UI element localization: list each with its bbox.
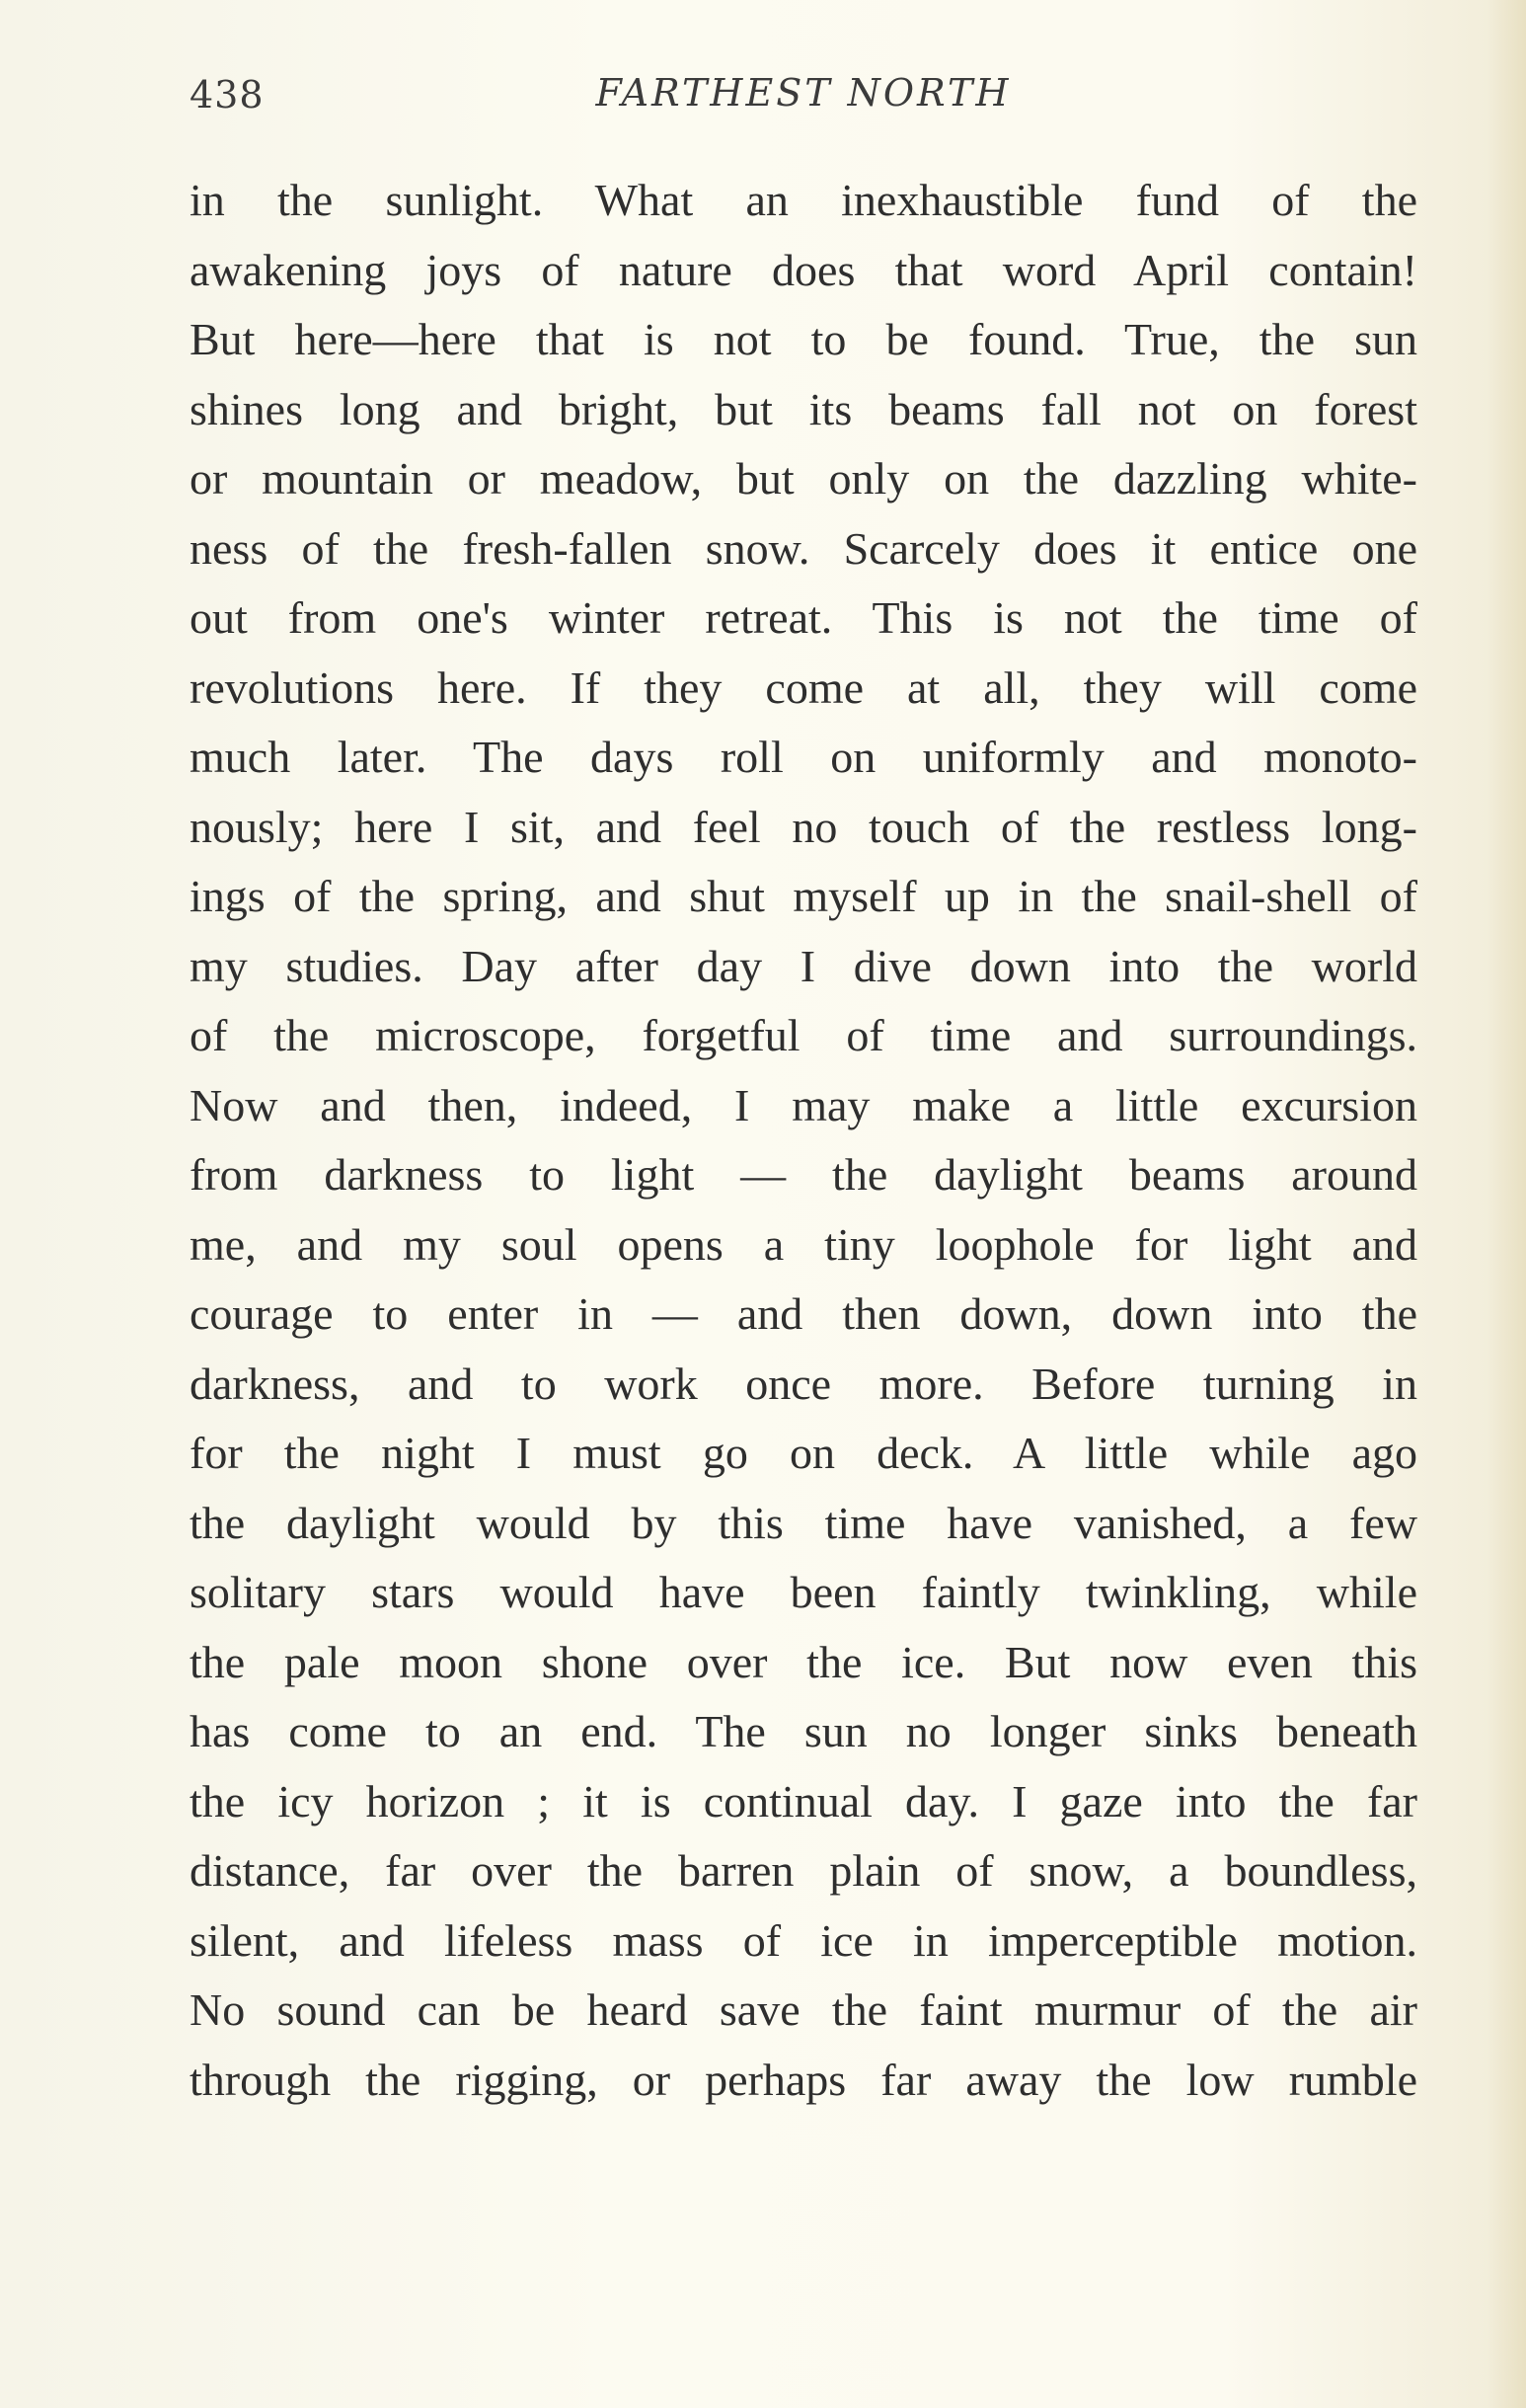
- text-line: ings of the spring, and shut myself up in the snail-shell of: [190, 871, 1417, 921]
- text-line: in the sunlight. What an inexhaustible fund of the: [190, 175, 1417, 225]
- text-line: distance, far over the barren plain of snow, a boundless,: [190, 1845, 1417, 1896]
- text-line: or mountain or meadow, but only on the dazzling white-: [190, 453, 1417, 504]
- text-line: much later. The days roll on uniformly and monoto-: [190, 732, 1417, 782]
- text-line: of the microscope, forgetful of time and surroundings.: [190, 1010, 1417, 1060]
- text-line: solitary stars would have been faintly twinkling, while: [190, 1567, 1417, 1617]
- text-line: nously; here I sit, and feel no touch of the restless long-: [190, 801, 1417, 852]
- text-line: the daylight would by this time have vanished, a few: [190, 1497, 1417, 1548]
- text-line: from darkness to light — the daylight beams around: [190, 1149, 1417, 1200]
- text-line: the icy horizon ; it is continual day. I gaze into the far: [190, 1775, 1417, 1826]
- page-edge-shadow: [1487, 0, 1526, 2408]
- page-header: [190, 59, 1417, 128]
- text-line: darkness, and to work once more. Before turning in: [190, 1358, 1417, 1409]
- body-text: [190, 166, 1417, 2115]
- text-line: revolutions here. If they come at all, they will come: [190, 661, 1417, 713]
- text-line: through the rigging, or perhaps far away the low rumble: [190, 2054, 1417, 2105]
- text-line: out from one's winter retreat. This is not the time of: [190, 592, 1417, 643]
- text-line: awakening joys of nature does that word April contain!: [190, 244, 1417, 295]
- text-line: ness of the fresh-fallen snow. Scarcely does it entice one: [190, 522, 1417, 574]
- text-line: my studies. Day after day I dive down into the world: [190, 940, 1417, 991]
- text-line: the pale moon shone over the ice. But now even this: [190, 1636, 1417, 1687]
- page-number: 438: [190, 73, 265, 117]
- text-line: But here—here that is not to be found. True, the sun: [190, 314, 1417, 364]
- text-line: courage to enter in — and then down, down into the: [190, 1288, 1417, 1339]
- text-line: for the night I must go on deck. A little while ago: [190, 1428, 1417, 1478]
- text-line: silent, and lifeless mass of ice in imperceptible motion.: [190, 1914, 1417, 1966]
- text-line: Now and then, indeed, I may make a little excursion: [190, 1079, 1417, 1130]
- text-line: shines long and bright, but its beams fall not on forest: [190, 383, 1417, 434]
- running-title: FARTHEST NORTH: [595, 71, 1012, 115]
- text-line: has come to an end. The sun no longer sinks beneath: [190, 1706, 1417, 1756]
- text-line: me, and my soul opens a tiny loophole for light and: [190, 1218, 1417, 1270]
- text-line: No sound can be heard save the faint murmur of the air: [190, 1984, 1417, 2035]
